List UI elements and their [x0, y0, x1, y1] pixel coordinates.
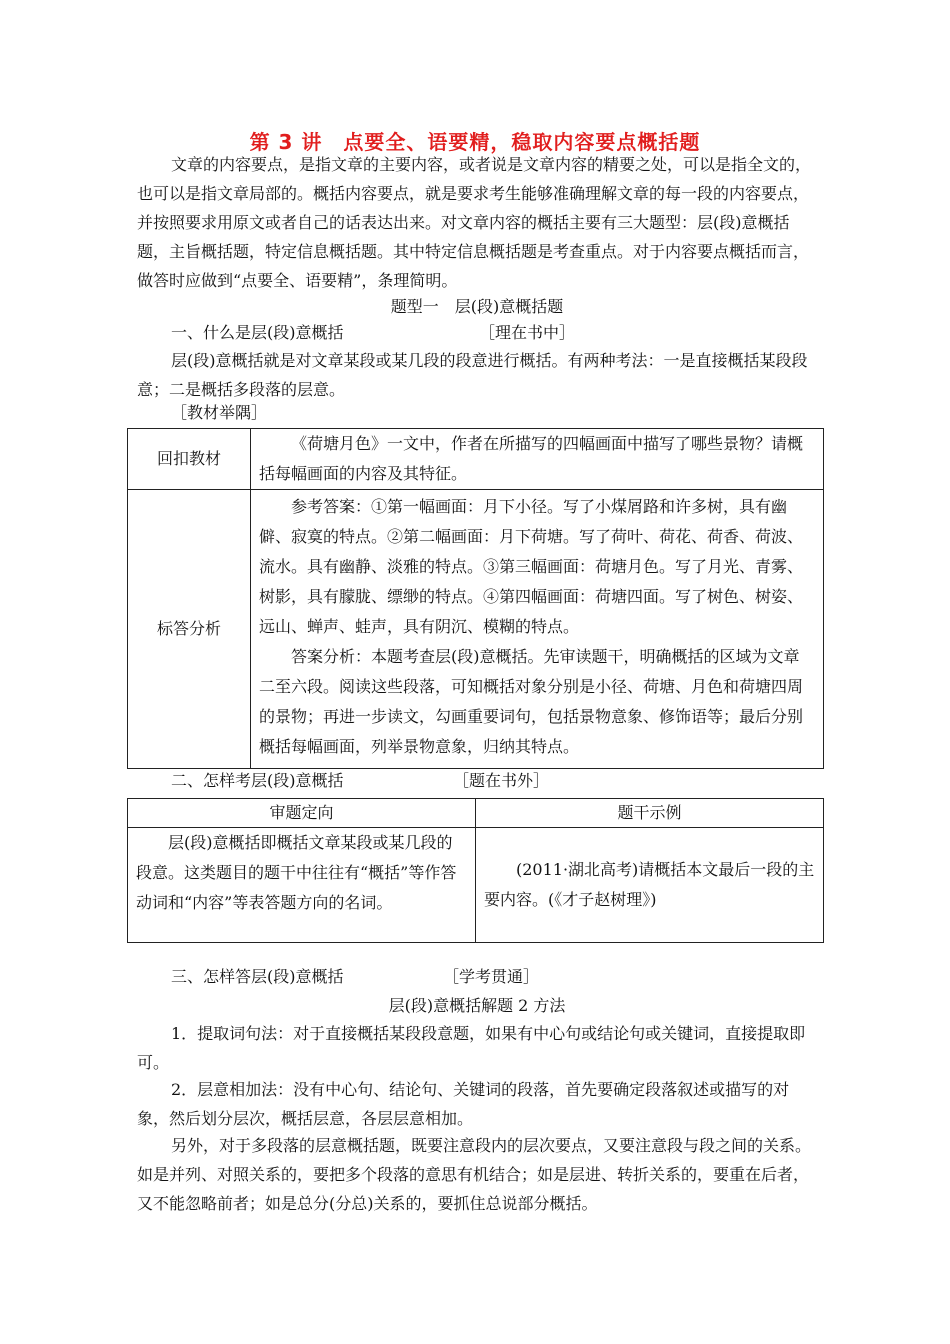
sec1-body: 层(段)意概括就是对文章某段或某几段的段意进行概括。有两种考法：一是直接概括某段段意；二是概括多段落的层意。 [137, 351, 808, 399]
col1-text: 层(段)意概括即概括文章某段或某几段的段意。这类题目的题干中往往有“概括”等作答动词和“内容”等表答题方向的名词。 [136, 833, 457, 912]
table-row [128, 828, 824, 943]
row1-label: 回扣教材 [128, 429, 251, 490]
row2-label: 标答分析 [128, 490, 251, 769]
row2-text-cell [251, 490, 824, 769]
sec3-heading: 三、怎样答层(段)意概括 [171, 967, 344, 986]
table-row [128, 490, 824, 769]
textbook-example-table [127, 428, 824, 769]
extra-paragraph: 另外，对于多段落的层意概括题，既要注意段内的层次要点，又要注意段与段之间的关系。如是并列、对照关系的，要把多个段落的意思有机结合；如是层进、转折关系的，要重在后者，又不能忽略前者；如是总分(分总)关系的，要抓住总说部分概括。 [137, 1136, 812, 1213]
row2-analysis: 答案分析：本题考查层(段)意概括。先审读题干，明确概括的区域为文章二至六段。阅读这些段落，可知概括对象分别是小径、荷塘、月色和荷塘四周的景物；再进一步读文，勾画重要词句，包括景物意象、修饰语等；最后分别概括每幅画面，列举景物意象，归纳其特点。 [259, 647, 804, 756]
table-row [128, 429, 824, 490]
example-label: ［教材举隅］ [171, 403, 268, 422]
intro-paragraph: 文章的内容要点，是指文章的主要内容，或者说是文章内容的精要之处，可以是指全文的，也可以是指文章局部的。概括内容要点，就是要求考生能够准确理解文章的每一段的内容要点，并按照要求用原文或者自己的话表达出来。对文章内容的概括主要有三大题型：层(段)意概括题，主旨概括题，特定信息概括题。其中特定信息概括题是考查重点。对于内容要点概括而言，做答时应做到“点要全、语要精”，条理简明。 [137, 155, 812, 290]
col2-text: (2011·湖北高考)请概括本文最后一段的主要内容。(《才子赵树理》) [484, 860, 815, 909]
col1-cell [128, 828, 476, 943]
question-type-table [127, 798, 824, 943]
sec2-tag: ［题在书外］ [453, 771, 550, 790]
sec2-heading: 二、怎样考层(段)意概括 [171, 771, 344, 790]
method-1: 1．提取词句法：对于直接概括某段段意题，如果有中心句或结论句或关键词，直接提取即可。 [137, 1024, 806, 1072]
sec1-tag: ［理在书中］ [479, 323, 576, 342]
col2-header: 题干示例 [476, 799, 824, 828]
col1-header: 审题定向 [128, 799, 476, 828]
sec3-tag: ［学考贯通］ [443, 967, 540, 986]
type1-heading: 题型一 层(段)意概括题 [390, 297, 564, 316]
col2-cell [476, 828, 824, 943]
method-2: 2．层意相加法：没有中心句、结论句、关键词的段落，首先要确定段落叙述或描写的对象，然后划分层次，概括层意，各层层意相加。 [137, 1080, 790, 1128]
methods-title: 层(段)意概括解题 2 方法 [388, 996, 566, 1015]
sec1-heading: 一、什么是层(段)意概括 [171, 323, 344, 342]
table-row [128, 799, 824, 828]
page-title: 第 3 讲 点要全、语要精，稳取内容要点概括题 [249, 130, 701, 154]
row2-answer: 参考答案：①第一幅画面：月下小径。写了小煤屑路和许多树，具有幽僻、寂寞的特点。②第二幅画面：月下荷塘。写了荷叶、荷花、荷香、荷波、流水。具有幽静、淡雅的特点。③第三幅画面：荷塘月色。写了月光、青雾、树影，具有朦胧、缥缈的特点。④第四幅画面：荷塘四面。写了树色、树姿、远山、蝉声、蛙声，具有阴沉、模糊的特点。 [259, 497, 804, 636]
row1-text: 《荷塘月色》一文中，作者在所描写的四幅画面中描写了哪些景物？请概括每幅画面的内容及其特征。 [259, 434, 804, 483]
row1-text-cell [251, 429, 824, 490]
